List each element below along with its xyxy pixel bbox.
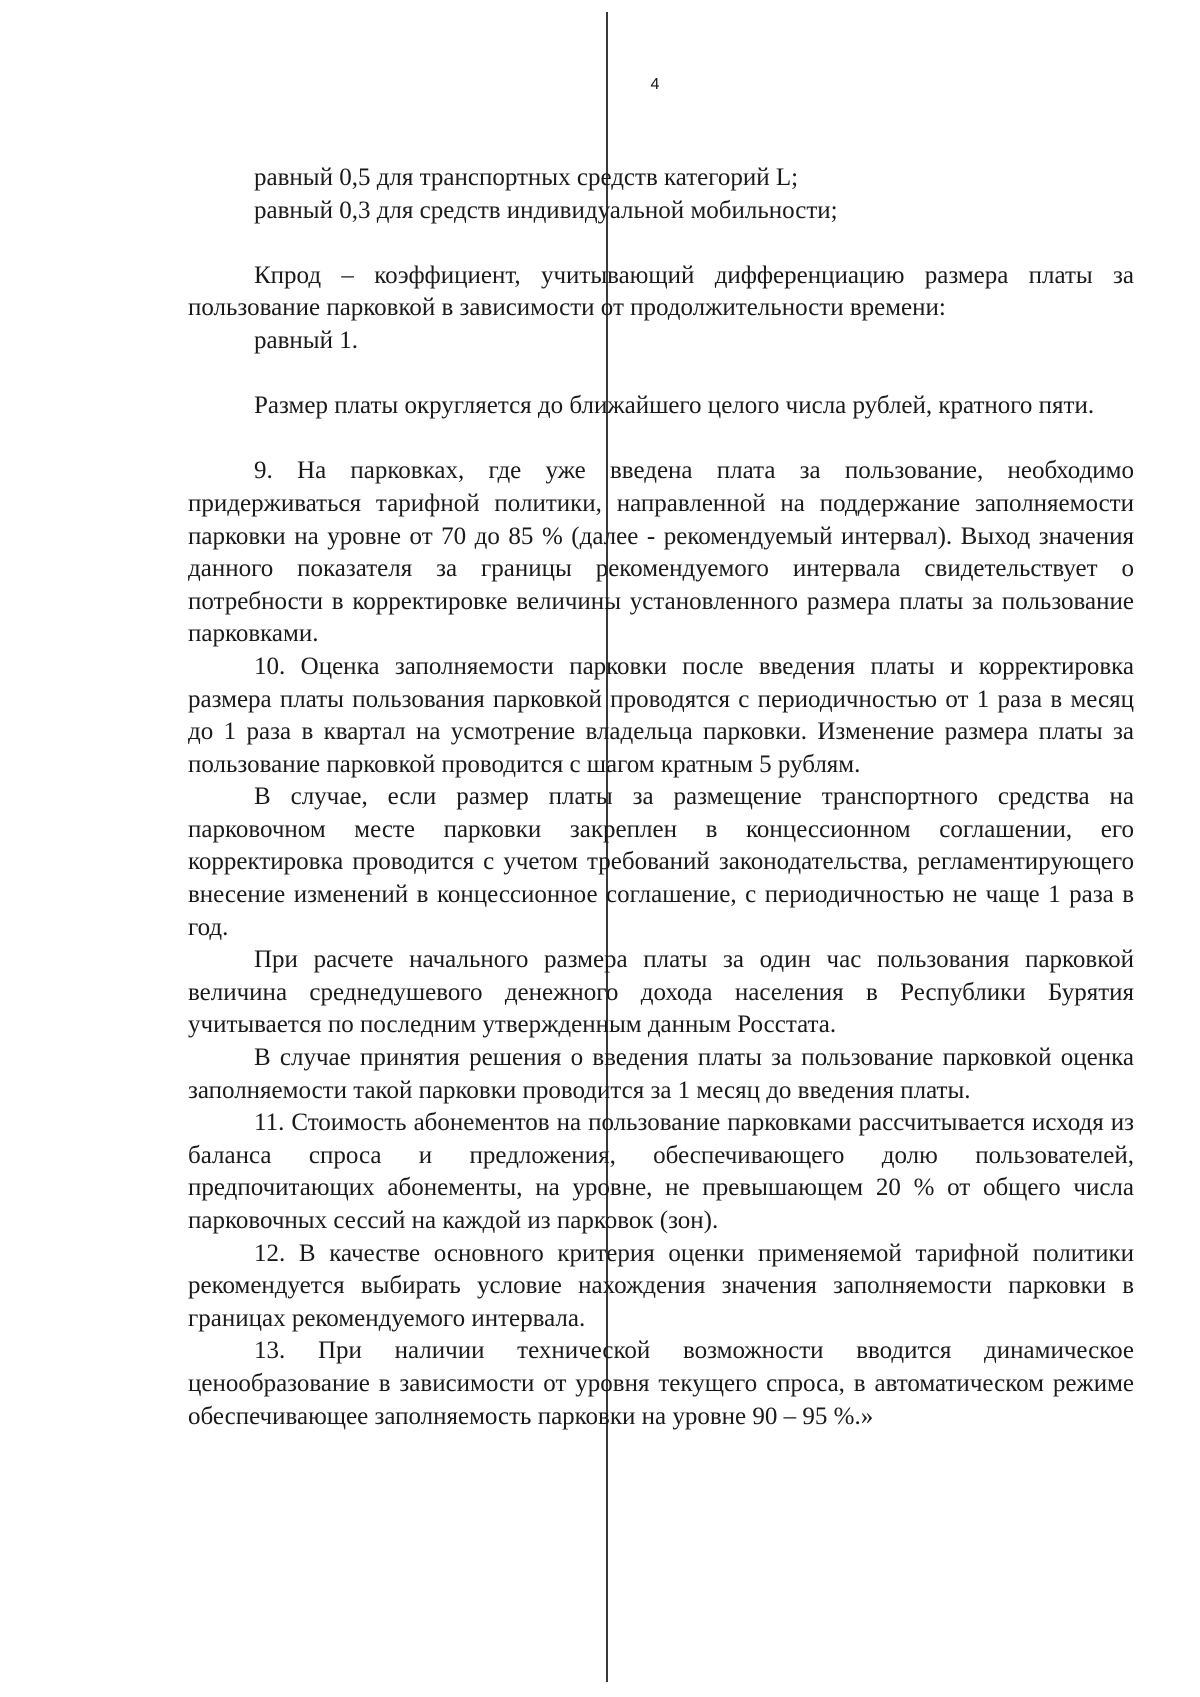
list-item: равный 0,3 для средств индивидуальной мобильности; [254,196,838,224]
paragraph-11: 11. Стоимость абонементов на пользование парковками рассчитывается исходя из баланса спроса и предложения, обеспечивающего долю пользователей, предпочитающих абонементы, на уровне, не превышающем 20 % от общего числа парковочных сессий на каждой из парковок (зон). [188,1109,1134,1234]
paragraph-9: 9. На парковках, где уже введена плата за пользование, необходимо придерживаться тарифной политики, направленной на поддержание заполняемости парковки на уровне от 70 до 85 % (далее - рекомендуемый интервал). Выход значения данного показателя за границы рекомендуемого интервала свидетельствует о потребности в корректировке величины установленного размера платы за пользование парковками. [188,457,1134,648]
paragraph-13: 13. При наличии технической возможности вводится динамическое ценообразование в зависимости от уровня текущего спроса, в автоматическом режиме обеспечивающее заполняемость парковки на уровне 90 – 95 %.» [188,1337,1134,1430]
paragraph-concession: В случае, если размер платы за размещение транспортного средства на парковочном месте парковки закреплен в концессионном соглашении, его корректировка проводится с учетом требований законодательства, регламентирующего внесение изменений в концессионное соглашение, с периодичностью не чаще 1 раза в год. [188,783,1134,941]
document-body [188,162,1134,1433]
rounding-note: Размер платы округляется до ближайшего целого числа рублей, кратного пяти. [254,392,1095,420]
kprod-value: равный 1. [254,326,358,354]
paragraph-initial-fee: При расчете начального размера платы за один час пользования парковкой величина среднедушевого денежного дохода населения в Республики Бурятия учитывается по последним утвержденным данным Росстата. [188,946,1134,1039]
paragraph-10: 10. Оценка заполняемости парковки после введения платы и корректировка размера платы пользования парковкой проводятся с периодичностью от 1 раза в месяц до 1 раза в квартал на усмотрение владельца парковки. Изменение размера платы за пользование парковкой проводится с шагом кратным 5 рублям. [188,652,1134,778]
page-number: 4 [650,76,660,93]
paragraph-occupancy-assessment: В случае принятия решения о введения платы за пользование парковкой оценка заполняемости такой парковки проводится за 1 месяц до введения платы. [188,1044,1134,1104]
list-item: равный 0,5 для транспортных средств категорий L; [254,164,799,191]
paragraph-12: 12. В качестве основного критерия оценки применяемой тарифной политики рекомендуется выбирать условие нахождения значения заполняемости парковки в границах рекомендуемого интервала. [188,1239,1134,1332]
kprod-definition: Кпрод – коэффициент, учитывающий дифференциацию размера платы за пользование парковкой в зависимости от продолжительности времени: [188,261,1134,322]
